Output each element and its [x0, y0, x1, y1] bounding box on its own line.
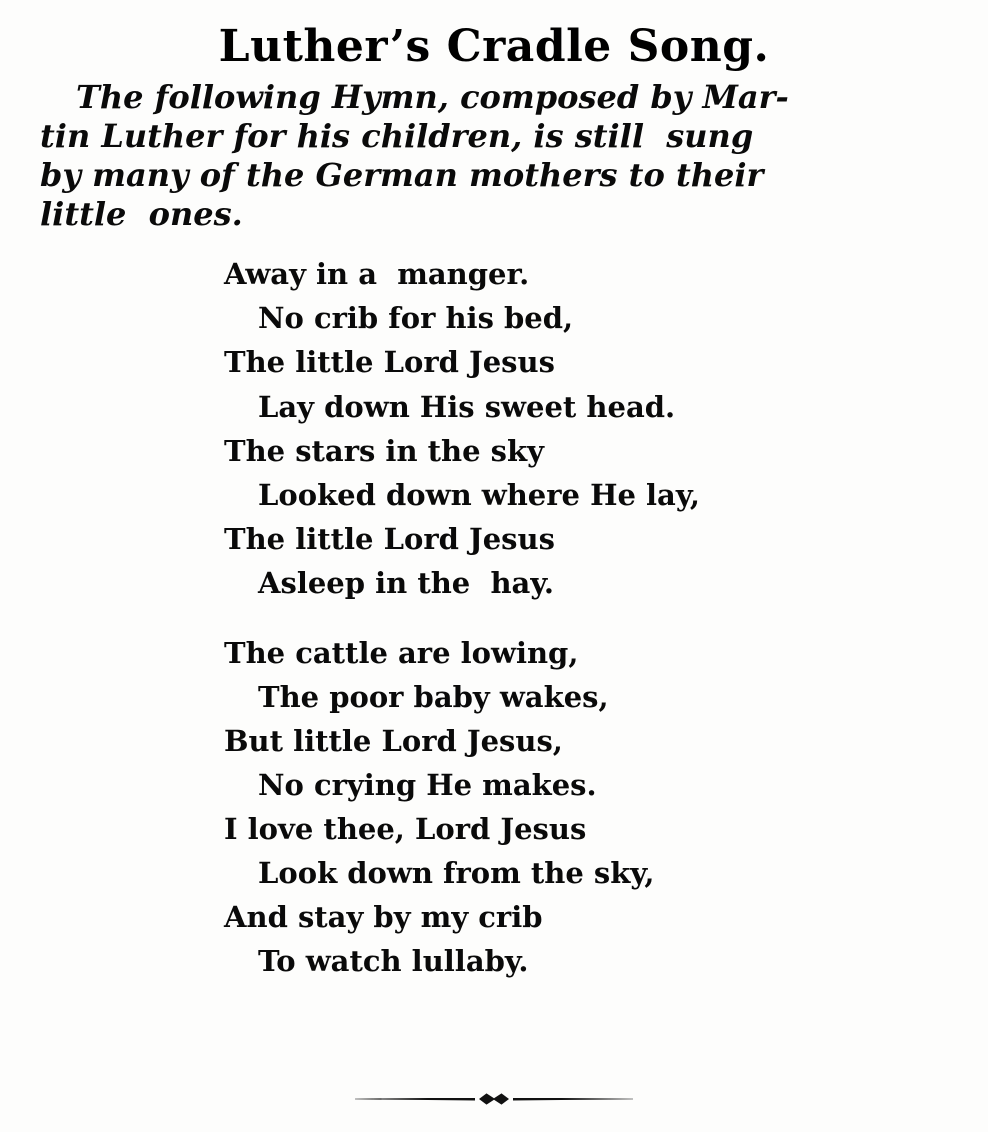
- ornamental-divider: [0, 1092, 988, 1106]
- intro-line: little ones.: [40, 195, 243, 234]
- divider-rule-right: [513, 1098, 633, 1101]
- verse-line: The stars in the sky: [224, 433, 544, 468]
- divider-rule-left: [355, 1098, 475, 1101]
- divider-diamond-icon: [479, 1092, 509, 1106]
- page-title: Luther’s Cradle Song.: [218, 21, 770, 72]
- verse-line: Looked down where He lay,: [258, 477, 701, 512]
- verse-line: No crib for his bed,: [258, 301, 574, 336]
- verse-line: The little Lord Jesus: [224, 345, 555, 380]
- verse-line: To watch lullaby.: [258, 944, 529, 979]
- verse-line: Lay down His sweet head.: [258, 389, 676, 424]
- verse-line: Asleep in the hay.: [258, 565, 554, 600]
- verse-line: And stay by my crib: [224, 900, 543, 935]
- verse-line: The little Lord Jesus: [224, 521, 555, 556]
- verse-line: I love thee, Lord Jesus: [224, 812, 587, 847]
- verse-line: Away in a manger.: [224, 257, 530, 292]
- hymn-verses: [28, 252, 960, 983]
- verse-line: The poor baby wakes,: [258, 680, 609, 715]
- stanza: [224, 252, 960, 605]
- stanza: [224, 631, 960, 984]
- verse-line: But little Lord Jesus,: [224, 724, 563, 759]
- intro-note: [28, 78, 960, 234]
- intro-line: tin Luther for his children, is still sung: [40, 117, 754, 156]
- intro-line: The following Hymn, composed by Mar-: [76, 78, 789, 117]
- verse-line: Look down from the sky,: [258, 856, 655, 891]
- verse-line: The cattle are lowing,: [224, 635, 579, 670]
- verse-line: No crying He makes.: [258, 768, 597, 803]
- intro-line: by many of the German mothers to their: [40, 156, 764, 195]
